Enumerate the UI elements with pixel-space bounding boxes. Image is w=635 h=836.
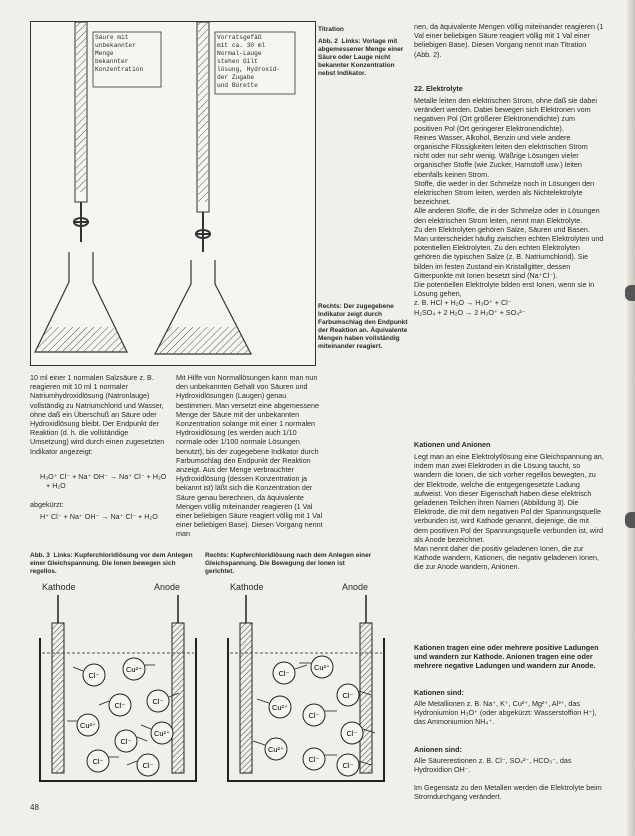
top-caption: Abb. 2 Links: Vorlage mit abgemessener Menge einer Säure oder Lauge nicht bekannter Konzentration nebst Indikator. — [318, 38, 406, 77]
anionen-heading: Anionen sind: — [414, 745, 462, 754]
ion-label: Cl⁻ — [342, 691, 354, 700]
ion-label: Cl⁻ — [92, 757, 104, 766]
electrolysis-right-drawing — [218, 583, 398, 783]
kathode-label-left: Kathode — [42, 582, 76, 592]
right-burette — [195, 22, 211, 252]
right-caption: Rechts: Der zugegebene Indikator zeigt durch Farbumschlag den Endpunkt der Reaktion an. Äquivalente Mengen haben vollständig miteinander reagiert. — [318, 303, 410, 350]
ion-motion-arrow — [253, 741, 265, 745]
binder-ring-bottom — [625, 512, 635, 528]
body-right-top: nen, da äquivalente Mengen völlig miteinander reagieren (1 Val einer beliebigen Säure reagiert völlig mit 1 Val einer beliebigen Base). Diesen Vorgang nennt man Titration (Abb. 2). — [414, 22, 606, 59]
binder-ring-top — [625, 285, 635, 301]
ion-label: Cl⁻ — [120, 737, 132, 746]
bold-ions: Kationen tragen eine oder mehrere positive Ladungen und wandern zur Kathode. Anionen tragen eine oder mehrere negative Ladungen und wandern zur Anode. — [414, 643, 601, 671]
equation-abbr-label: abgekürzt: — [30, 500, 64, 509]
ion-label: Cl⁻ — [142, 761, 154, 770]
abb3-left-caption: Abb. 3 Links: Kupferchloridlösung vor dem Anlegen einer Gleichspannung. Die Ionen bewegen sich regellos. — [30, 552, 195, 575]
ion-motion-arrow — [137, 737, 147, 741]
electrolysis-figure-right — [218, 583, 398, 783]
section-ions-heading: Kationen und Anionen — [414, 440, 491, 449]
kathode-label-right: Kathode — [230, 582, 264, 592]
ion-label: Cu²⁺ — [267, 745, 285, 754]
anionen-text: Alle Säurerestionen z. B. Cl⁻, SO₄²⁻, HCO₃⁻, das Hydroxidion OH⁻. — [414, 756, 574, 775]
ion-label: Cu²⁺ — [125, 665, 143, 674]
anode-label-left: Anode — [154, 582, 181, 592]
right-flask-label: Vorratsgefäß mit ca. 30 ml Normal-Lauge stehen Gilt lösung, Hydroxid- der Zugabe und Bürette — [217, 34, 281, 89]
ion-label: Cu²⁺ — [153, 729, 171, 738]
ion-label: Cl⁻ — [308, 755, 320, 764]
equation-2: H⁺ Cl⁻ + Na⁺ OH⁻ → Na⁺ Cl⁻ + H₂O — [40, 512, 158, 521]
body-left: 10 ml einer 1 normalen Salzsäure z. B. reagieren mit 10 ml 1 normaler Natriumhydroxidlösung (Natronlauge) vollständig zu Natriumchlorid und Wasser, ohne daß ein Überschuß an Säure oder Hydroxidlösung bleibt. Der Endpunkt der Reaktion (d. h. die vollständige Umsetzung) wird durch einen zugesetzten Indikator angezeigt: — [30, 373, 167, 456]
ion-motion-arrow — [295, 665, 307, 669]
left-flask — [35, 252, 127, 352]
body-ions: Legt man an eine Elektrolytlösung eine Gleichspannung an, indem man zwei Elektroden in die Lösung taucht, so wandern die Ionen, die sich vorher regellos bewegten, zu der Elektrode, welche die entgegengesetzte Ladung aufweist. Von dieser Eigenschaft haben diese elektrisch geladenen Teilchen ihren Namen (Abbildung 3). Die Elektrode, die mit dem negativen Pol der Spannungsquelle verbunden ist, wird Kathode genannt, diejenige, die mit dem positiven Pol der Spannungsquelle verbunden ist, wird als Anode bezeichnet. Man nennt daher die positiv geladenen Ionen, die zur Kathode wandern, Kationen, die negativ geladenen Ionen, die zur Anode wandern, Anionen. — [414, 452, 604, 572]
abb3-right-caption: Rechts: Kupferchloridlösung nach dem Anlegen einer Gleichspannung. Die Bewegung der Ionen ist gerichtet. — [205, 552, 374, 575]
ion-label: Cl⁻ — [342, 761, 354, 770]
caption-title: Titration — [318, 26, 344, 33]
titration-figure — [30, 21, 316, 366]
body-right-electrolyte: Metalle leiten den elektrischen Strom, ohne daß sie dabei verändert werden. Dabei bewegen sich Elektronen vom negativen Pol (Ort größerer Elektronendichte) zum positiven Pol (Ort geringerer Elektronendichte). Reines Wasser, Alkohol, Benzin und viele andere organische Flüssigkeiten leiten den elektrischen Strom nicht oder nur sehr wenig. Wäßrige Lösungen vieler organischer Stoffe (wie Zucker, Harnstoff usw.) leiten ebenfalls keinen Strom. Stoffe, die weder in der Schmelze noch in Lösungen den elektrischen Strom leiten, werden als Nichtelektrolyte bezeichnet. Alle anderen Stoffe, die in der Schmelze oder in Lösungen den elektrischen Strom leiten, nennt man Elektrolyte. Zu den Elektrolyten gehören Salze, Säuren und Basen. Man unterscheidet häufig zwischen echten Elektrolyten und potentiellen Elektrolyten. Zu den echten Elektrolyten gehören die typischen Salze (z. B. Natriumchlorid). Sie bilden im festen Zustand ein Kristallgitter, dessen Gitterpunkte mit Ionen besetzt sind (Na⁺Cl⁻). Die potentiellen Elektrolyte bilden erst Ionen, wenn sie in Lösung gehen, z. B. HCl + H₂O → H₃O⁺ + Cl⁻ H₂SO₄ + 2 H₂O → 2 H₃O⁺ + SO₄²⁻ — [414, 96, 604, 317]
ion-label: Cl⁻ — [278, 669, 290, 678]
ion-motion-arrow — [257, 699, 269, 703]
binder-edge — [627, 0, 635, 836]
ion-label: Cl⁻ — [346, 729, 358, 738]
ion-label: Cl⁻ — [114, 701, 126, 710]
left-burette — [73, 22, 89, 242]
right-flask — [155, 260, 251, 354]
ion-label: Cu²⁺ — [313, 663, 331, 672]
ion-label: Cu²⁺ — [271, 703, 289, 712]
section-22-heading: 22. Elektrolyte — [414, 84, 463, 93]
electrolysis-left-drawing — [30, 583, 210, 783]
ion-label: Cl⁻ — [308, 711, 320, 720]
equation-1: H₃O⁺ Cl⁻ + Na⁺ OH⁻ → Na⁺ Cl⁻ + H₂O + H₂O — [40, 472, 167, 491]
anode-label-right: Anode — [342, 582, 369, 592]
ion-motion-arrow — [99, 701, 109, 705]
final-text: Im Gegensatz zu den Metallen werden die Elektrolyte beim Stromdurchgang verändert. — [414, 783, 604, 802]
kationen-text: Alle Metallionen z. B. Na⁺, K⁺, Cu²⁺, Mg²⁺, Al³⁺, das Hydroniumion H₃O⁺ (oder abgekürzt: Wasserstoffion H⁺), das Ammoniumion NH₄⁺. — [414, 699, 599, 727]
ion-label: Cl⁻ — [88, 671, 100, 680]
body-middle: Mit Hilfe von Normallösungen kann man nun den unbekannten Gehalt von Säuren und Hydroxidlösungen (Laugen) genau bestimmen. Man versetzt eine abgemessene Menge der Säure mit der unbekannten Konzentration solange mit einer 1 normalen Hydroxidlösung (es werden auch 1/10 normale oder 1/100 normale Lösungen benutzt), bis der zugegebene Indikator durch Farbumschlag den Endpunkt der Reaktion anzeigt. Aus der Menge verbrauchter Hydroxidlösung (dessen Konzentration ja bekannt ist) läßt sich die Konzentration der Säure genau berechnen, da äquivalente Mengen völlig miteinander reagieren (1 Val einer beliebigen Säure reagiert völlig mit 1 Val einer beliebigen Base). Diesen Vorgang nennt man — [176, 373, 325, 539]
page-number: 48 — [30, 803, 39, 812]
kationen-heading: Kationen sind: — [414, 688, 464, 697]
ion-motion-arrow — [141, 725, 151, 729]
ion-label: Cu²⁺ — [79, 721, 97, 730]
ion-motion-arrow — [127, 761, 137, 765]
left-flask-label: Säure mit unbekannter Menge bekannter Konzentration — [95, 34, 144, 73]
ion-label: Cl⁻ — [152, 697, 164, 706]
electrolysis-figure-left — [30, 583, 210, 783]
ion-motion-arrow — [73, 667, 83, 671]
